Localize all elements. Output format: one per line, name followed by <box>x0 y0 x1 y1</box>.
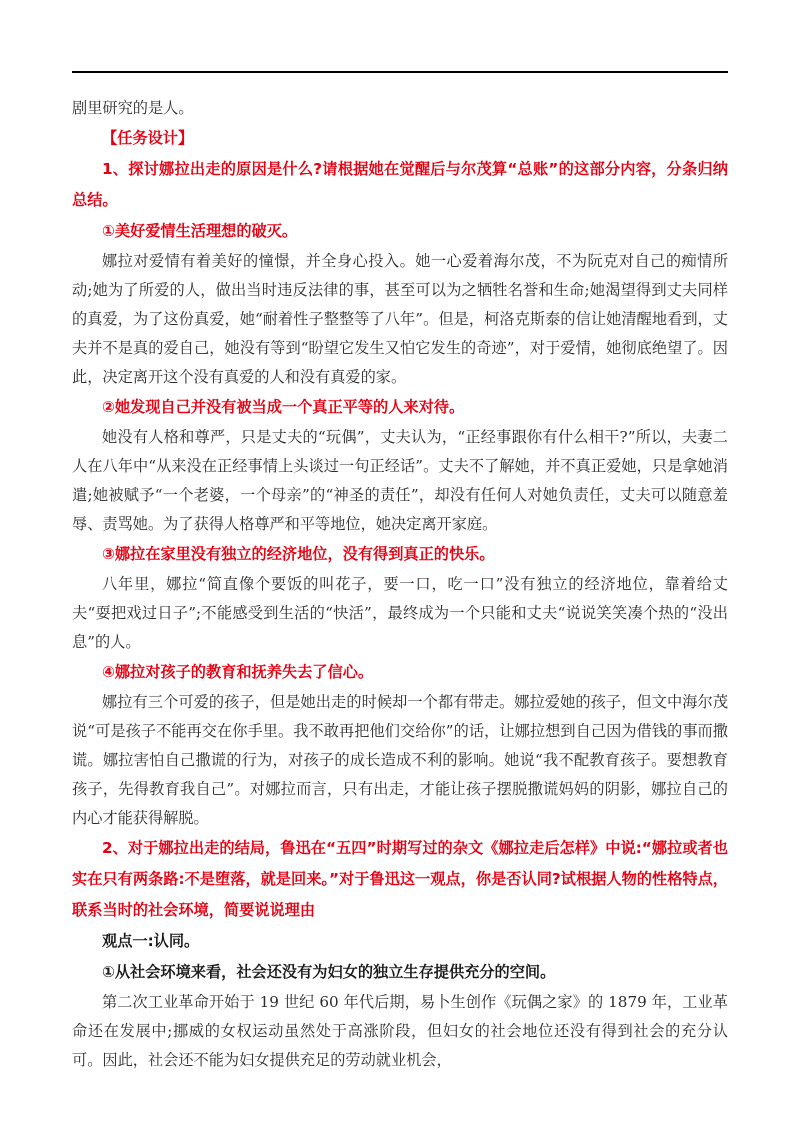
document-body <box>72 94 728 1075</box>
reason-1-body: 娜拉对爱情有着美好的憧憬，并全身心投入。她一心爱着海尔茂，不为阮克对自己的痴情所动;她为了所爱的人，做出当时违反法律的事，甚至可以为之牺牲名誉和生命;她渴望得到丈夫同样的真爱，为了这份真爱，她“耐着性子整整等了八年”。但是，柯洛克斯泰的信让她清醒地看到，丈夫并不是真的爱自己，她没有等到“盼望它发生又怕它发生的奇迹”，对于爱情，她彻底绝望了。因此，决定离开这个没有真爱的人和没有真爱的家。 <box>72 252 728 386</box>
reason-2-body: 她没有人格和尊严，只是丈夫的“玩偶”，丈夫认为，“正经事跟你有什么相干?”所以，夫妻二人在八年中“从来没在正经事情上头谈过一句正经话”。丈夫不了解她，并不真正爱她，只是拿她消遣;她被赋予“一个老婆，一个母亲”的“神圣的责任”，却没有任何人对她负责任，丈夫可以随意羞辱、责骂她。为了获得人格尊严和平等地位，她决定离开家庭。 <box>72 428 728 533</box>
viewpoint-1-reason-1-title: ①从社会环境来看，社会还没有为妇女的独立生存提供充分的空间。 <box>102 963 556 981</box>
reason-3-body: 八年里，娜拉“简直像个要饭的叫花子，要一口，吃一口”没有独立的经济地位，靠着给丈夫“耍把戏过日子”;不能感受到生活的“快活”，最终成为一个只能和丈夫“说说笑笑凑个热的“没出息”的人。 <box>72 575 728 651</box>
reason-3-title: ③娜拉在家里没有独立的经济地位，没有得到真正的快乐。 <box>102 545 495 563</box>
question-1: 1、探讨娜拉出走的原因是什么?请根据她在觉醒后与尔茂算“总账”的这部分内容，分条归纳总结。 <box>72 160 728 209</box>
reason-4-body: 娜拉有三个可爱的孩子，但是她出走的时候却一个都有带走。娜拉爱她的孩子，但文中海尔茂说“可是孩子不能再交在你手里。我不敢再把他们交给你”的话，让娜拉想到自己因为借钱的事而撒谎。娜拉害怕自己撒谎的行为，对孩子的成长造成不利的影响。她说“我不配教育孩子。要想教育孩子，先得教育我自己”。对娜拉而言，只有出走，才能让孩子摆脱撒谎妈妈的阴影，娜拉自己的内心才能获得解脱。 <box>72 693 728 827</box>
reason-4-title: ④娜拉对孩子的教育和抚养失去了信心。 <box>102 663 374 681</box>
question-2: 2、对于娜拉出走的结局，鲁迅在“五四”时期写过的杂文《娜拉走后怎样》中说:“娜拉或者也实在只有两条路:不是堕落，就是回来。”对于鲁迅这一观点，你是否认同?试根据人物的性格特点，联系当时的社会环境，简要说说理由 <box>72 839 728 919</box>
reason-2-title: ②她发现自己并没有被当成一个真正平等的人来对待。 <box>102 398 465 416</box>
intro-line: 剧里研究的是人。 <box>72 99 194 117</box>
task-design-heading: 【任务设计】 <box>102 129 194 147</box>
viewpoint-1-reason-1-body: 第二次工业革命开始于 19 世纪 60 年代后期，易卜生创作《玩偶之家》的 1879 年，工业革命还在发展中;挪威的女权运动虽然处于高涨阶段，但妇女的社会地位还没有得到社会的充分认可。因此，社会还不能为妇女提供充足的劳动就业机会， <box>72 993 728 1069</box>
viewpoint-1-title: 观点一:认同。 <box>102 932 200 950</box>
reason-1-title: ①美好爱情生活理想的破灭。 <box>102 222 298 240</box>
header-rule <box>72 71 728 73</box>
